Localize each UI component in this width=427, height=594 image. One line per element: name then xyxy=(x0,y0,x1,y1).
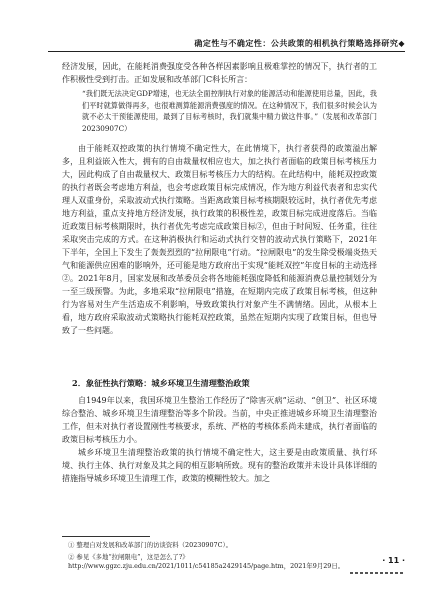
running-header: 确定性与不确定性：公共政策的相机执行策略选择研究◆ xyxy=(194,38,405,48)
section-subheading: 2．象征性执行策略：城乡环境卫生清理整治政策 xyxy=(72,378,250,388)
page-number-bar xyxy=(350,572,405,574)
footnote-1: ① 整理自对发展和改革部门的访谈资料（20230907C）。 xyxy=(68,541,233,549)
header-rule xyxy=(48,51,405,52)
page-number: · 11 · xyxy=(382,556,405,565)
footnote-rule xyxy=(62,536,150,537)
paragraph-4: 城乡环境卫生清理整治政策的执行情境不确定性大，这主要是由政策质量、执行环境、执行主体、执行对象及其之间的相互影响所致。现有的整治政策并未设计具体详细的措施指导城乡环境卫生清理工作，政策的模糊性较大。加之 xyxy=(62,448,377,483)
interview-quote: “我们既无法决定GDP增速，也无法全面控制执行对象的能源活动和能源使用总量，因此，我们平时就算做得再多，也很难测算能源消费强度的情况。在这种情况下，我们很多时候会认为就不必太干预能源使用，最到了目标考核时，我们就集中精力做这件事。”（发展和改革部门20230907C） xyxy=(82,89,377,133)
paragraph-2: 由于能耗双控政策的执行情境不确定性大，在此情境下，执行者获得的政策溢出解多，且利益嵌入性大，拥有的自由裁量权相应也大，加之执行者面临的政策目标考核压力大，因此构成了自由裁量权大、政策目标考核压力大的结构。在此结构中，能耗双控政策的执行者既会考虑地方利益，也会考虑政策目标完成情况，作为地方利益代表者和忠实代理人双重身份，采取波动式执行策略。当距离政策目标考核期限较远时，执行者优先考虑地方利益，重点支持地方经济发展，执行政策的积极性差，政策目标完成进度落后。当临近政策目标考核期限时，执行者优先考虑完成政策目标②，但由于时间短、任务重，往往采取突击完成的方式。在这种消极执行和运动式执行交替的波动式执行策略下，2021年下半年，全国上下发生了轰轰烈烈的“拉闸限电”行动。“拉闸限电”的发生除受极端炎热天气和能源供应困难的影响外，还可能是地方政府出于实现“能耗双控”年度目标的主动选择②。2021年8月，国家发展和改革委员会将各地能耗强度降低和能源消费总量控制划分为一至三级预警。为此，多地采取“拉闸限电”措施，在短期内完成了政策目标考核，但这种行为容易对生产生活造成不利影响，导致政策执行对象产生不满情绪。因此，从根本上看，地方政府采取波动式策略执行能耗双控政策，虽然在短期内实现了政策目标，但也导致了一些问题。 xyxy=(62,144,377,335)
footnote-2: ② 参见《多地“拉闸限电”，这是怎么了?》http://www.ggzc.zju.edu.cn/2021/1011/c54185a2429145/page.htm，2021年9月29日。 xyxy=(68,553,345,570)
paragraph-1: 经济发展，因此，在能耗消费强度受各种各样因素影响且极难掌控的情况下，执行者的工作积极性受到打击。正如发展和改革部门C科长所言： xyxy=(62,62,377,84)
paragraph-3: 自1949年以来，我国环境卫生整治工作经历了“除害灭病”运动、“创卫”、社区环境综合整治、城乡环境卫生清理整治等多个阶段。当前，中央正推进城乡环境卫生清理整治工作，但未对执行者设置刚性考核要求，系统、严格的考核体系尚未建成，执行者面临的政策目标考核压力小。 xyxy=(62,396,377,444)
